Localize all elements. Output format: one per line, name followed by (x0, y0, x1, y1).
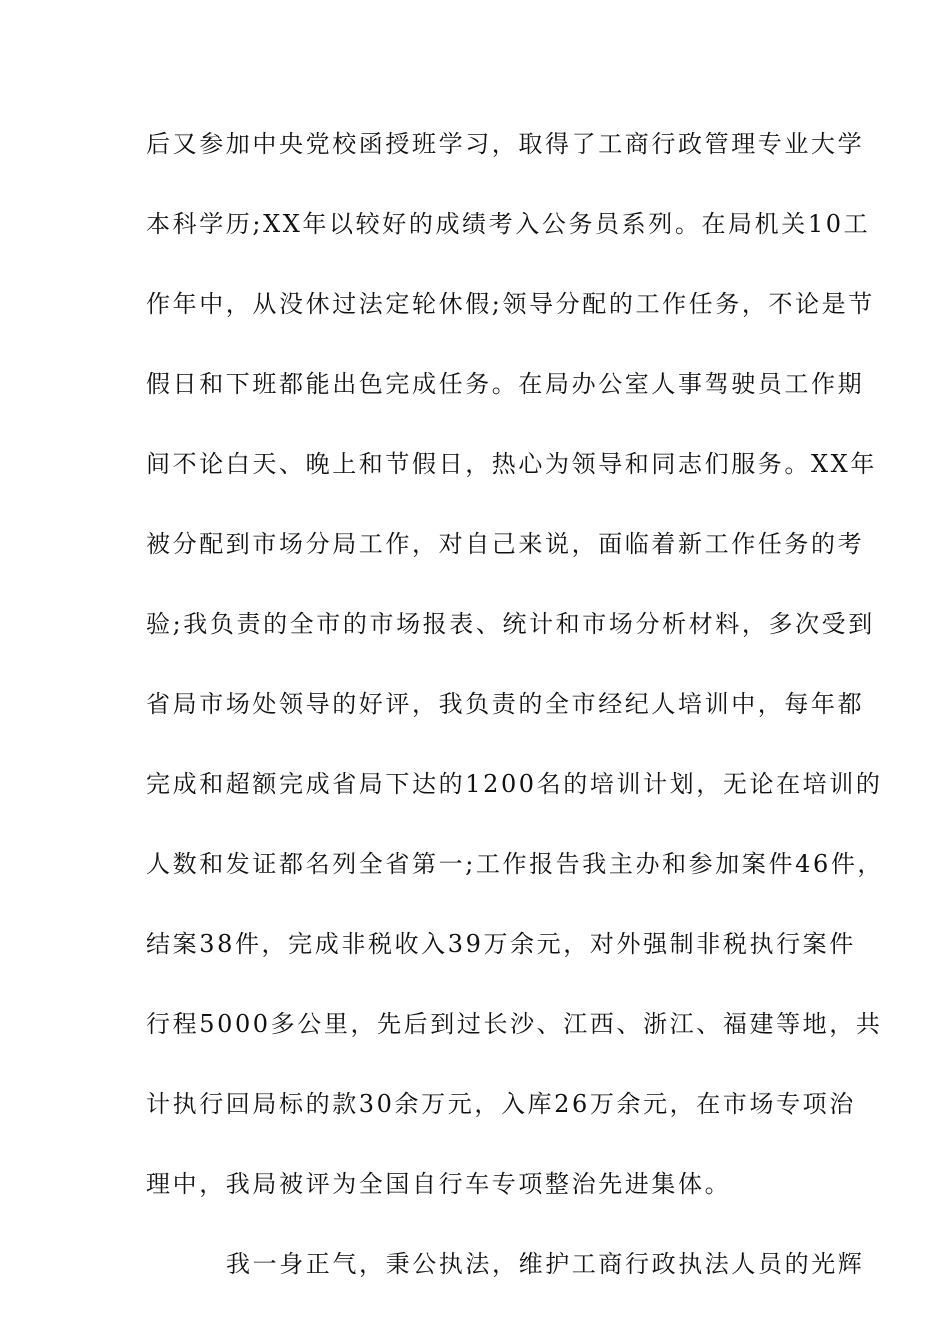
text-line: 后又参加中央党校函授班学习，取得了工商行政管理专业大学 (146, 130, 865, 158)
text-line: 验;我负责的全市的市场报表、统计和市场分析材料，多次受到 (146, 610, 875, 638)
text-line: 假日和下班都能出色完成任务。在局办公室人事驾驶员工作期 (146, 370, 865, 398)
text-line: 作年中，从没休过法定轮休假;领导分配的工作任务，不论是节 (146, 290, 875, 318)
text-line: 间不论白天、晚上和节假日，热心为领导和同志们服务。XX年 (146, 450, 877, 478)
text-line: 行程5000多公里，先后到过长沙、江西、浙江、福建等地，共 (146, 1010, 883, 1038)
text-line: 省局市场处领导的好评，我负责的全市经纪人培训中，每年都 (146, 690, 865, 718)
text-line: 计执行回局标的款30余万元，入库26万余元，在市场专项治 (146, 1090, 856, 1118)
text-line: 人数和发证都名列全省第一;工作报告我主办和参加案件46件， (146, 850, 885, 878)
text-line: 被分配到市场分局工作，对自己来说，面临着新工作任务的考 (146, 530, 865, 558)
text-line: 理中，我局被评为全国自行车专项整治先进集体。 (146, 1170, 732, 1198)
text-line: 结案38件，完成非税收入39万余元，对外强制非税执行案件 (146, 930, 856, 958)
text-line: 完成和超额完成省局下达的1200名的培训计划，无论在培训的 (146, 770, 883, 798)
paragraph-first-line: 我一身正气，秉公执法，维护工商行政执法人员的光辉 (226, 1250, 865, 1278)
text-line: 本科学历;XX年以较好的成绩考入公务员系列。在局机关10工 (146, 210, 871, 238)
